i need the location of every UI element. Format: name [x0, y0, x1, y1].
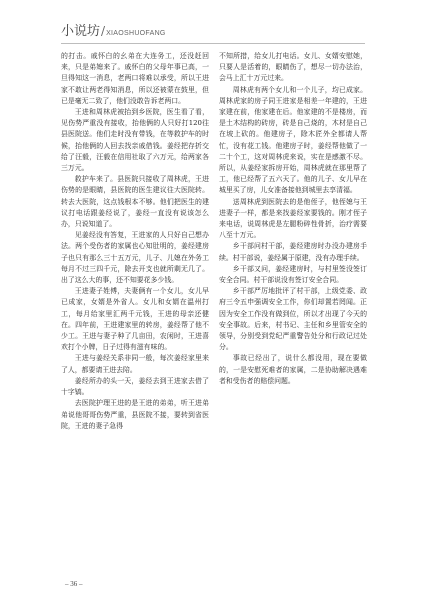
magazine-section-header — [61, 20, 166, 39]
paragraph: 周林虎有两个女儿和一个儿子，均已成家。周林虎家的房子同王进家是相差一年建的，王进家建在前，他家建在后。他家建的不是楼房，而是土木结构的砖房，砖是自己烧的，木材是自己在坡上砍的。他建房子，除木匠外全都请人帮忙，没有花工钱。他建房子时，姜经帮他做了一二十个工，这对周林虎来说，实在是感激不尽。所以，从姜经家拆房开始，周林虎就在那里帮了工，他已经帮了五六天了。他的儿子、女儿早在城里买了房，儿女准备接他到城里去享清福。 — [219, 85, 367, 195]
page-number: – 36 – — [65, 580, 83, 588]
paragraph: 姜经所办的头一天，姜经去到王进家去借了十字镐。 — [61, 376, 209, 397]
paragraph: 王进和周林虎被抬到乡医院，医生看了看，见伤势严重没有接收，抬他俩的人只好打120往县医院送。他们走时没有带钱，在等救护车的时候，抬他俩的人回去找亲戚借钱。姜经把存折交给了汪毅，汪毅在信用社取了六万元，给两家各三万元。 — [61, 108, 209, 173]
paragraph: 见姜经没有答复，王进家的人只好自己想办法。两个受伤者的家属也心知肚明的，姜经建房子也只有那么三十五万元，儿子、儿媳在外务工每月不过三四千元，除去开支也就所剩无几了。出了这么大的事，还不知要花多少钱。 — [61, 231, 209, 285]
section-title-separator: / — [101, 24, 106, 38]
section-title-en: XIAOSHUOFANG — [106, 30, 166, 37]
text-column-right — [219, 51, 367, 576]
paragraph: 乡干部又问，姜经建房时，与村里签没签订安全合同。村干部说没有签订安全合同。 — [219, 264, 367, 285]
paragraph: 的打击。戚怀白的幺弟在大连务工，还没赶回来，只是弟媳来了。戚怀白的父母年事已高，一旦得知这一消息，老两口将难以承受，所以王进家不敢让两老得知消息，所以还被蒙在鼓里，但已是毫无二致了，他们没敢告诉老两口。 — [61, 52, 209, 105]
paragraph: 救护车来了。县医院只接收了周林虎，王进伤势的是眼睛，县医院的医生建议往大医院转。转去大医院，这点钱根本不够。他们把医生的建议打电话跟姜经说了，姜经一直没有说该怎么办，只说知道了。 — [61, 175, 209, 229]
paragraph: 不知所措，给女儿打电话。女儿、女婿安慰她，只要人是活着的，眼睛伤了，想尽一切办法治，会马上汇十万元过来。 — [219, 52, 367, 83]
paragraph: 王进妻子姓傅，夫妻俩有一个女儿，女儿早已成家，女婿是外省人。女儿和女婿在温州打工，每月给家里汇两千元钱，王进的母亲还健在。四年前，王进建家里的转房，姜经帮了他不少工。王进与妻子种了几亩田，农闲时，王进喜欢打个小牌，日子过得有滋有味的。 — [61, 287, 209, 352]
section-title-cn: 小说坊 — [61, 24, 101, 39]
paragraph: 送周林虎到医院去的是他侄子，他侄媳与王进妻子一样，都是来找姜经家要钱的。刚才侄子来电话，说周林虎是左腿粉碎性骨折，治疗需要八至十万元。 — [219, 197, 367, 240]
paragraph: 去医院护理王进的是王进的弟弟，听王进弟弟说他哥哥伤势严重，县医院不接，要转到省医院，王进的妻子急得 — [61, 399, 209, 430]
paragraph: 事故已经出了，说什么都没用，现在要做的，一是安慰死难者的家属，二是协助解决遇难者和受伤者的赔偿问题。 — [219, 354, 367, 385]
header-divider — [61, 43, 365, 44]
paragraph: 乡干部问村干部，姜经建房时办没办建房手续。村干部说，姜经属于原建，没有办理手续。 — [219, 242, 367, 262]
text-column-left — [61, 51, 209, 576]
paragraph: 王进与姜经关系非同一般，每次姜经家里来了人，都要请王进去陪。 — [61, 354, 209, 374]
paragraph: 乡干部严厉地批评了村干部，上级党委、政府三令五申强调安全工作，你们却置若罔闻。正因为安全工作没有做到位，所以才出现了今天的安全事故。后来，村书记、主任和乡里管安全的领导，分别受到党纪严重警告处分和行政记过处分。 — [219, 287, 367, 352]
